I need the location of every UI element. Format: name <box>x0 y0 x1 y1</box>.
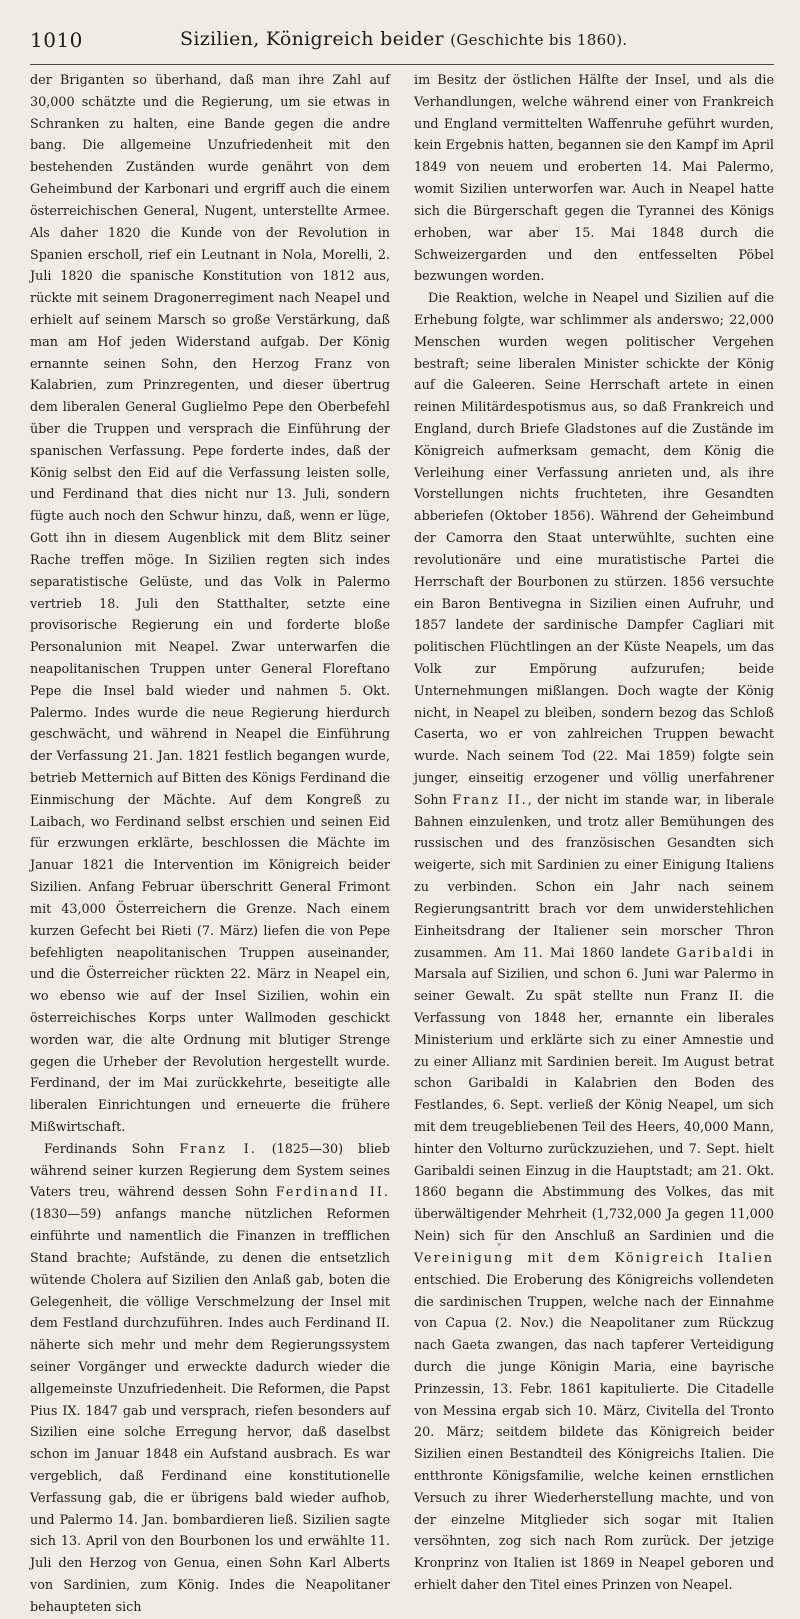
header-rule <box>30 64 774 65</box>
page-number: 1010 <box>30 28 83 52</box>
right-p2-after: in Marsala auf Sizilien, und schon 6. Juni war Palermo in seiner Gewalt. Zu spät stellte nun Franz II. die Verfassung von 1848 her, ernannte ein liberales Ministerium und erklärte sich zu einer Amnestie und zu einer Allianz mit Sardinien bereit. Im August betrat schon Garibaldi in Kalabrien den Boden des Festlandes, 6. Sept. verließ der König Neapel, um sich mit dem treugebliebenen Teil des Heers, 40,000 Mann, hinter den Volturno zurückzuziehen, und 7. Sept. hielt Garibaldi seinen Einzug in die Hauptstadt; am 21. Okt. 1860 begann die Abstimmung des Volkes, das mit überwältigender Mehrheit (1,732,000 Ja gegen 11,000 Nein) sich für den Anschluß an Sardinien und die <box>414 945 774 1245</box>
running-subtitle: (Geschichte bis 1860). <box>450 31 628 49</box>
right-paragraph-2 <box>414 288 774 1597</box>
running-title: Sizilien, Königreich beider <box>180 28 444 50</box>
left-column <box>30 70 390 1615</box>
name-ferdinand-ii: Ferdinand II. <box>275 1185 390 1201</box>
page-title <box>180 28 628 50</box>
left-p2-rest: (1830—59) anfangs manche nützlichen Reformen einführte und namentlich die Finanzen in trefflichen Stand brachte; Aufstände, zu denen die entsetzlich wütende Cholera auf Sizilien den Anlaß gab, boten die Gelegenheit, die völlige Verschmelzung der Insel mit dem Festland durchzuführen. Indes auch Ferdinand II. näherte sich mehr und mehr dem Regierungssystem seiner Vorgänger und erweckte dadurch wieder die allgemeinste Unzufriedenheit. Die Reformen, die Papst Pius IX. 1847 gab und versprach, riefen besonders auf Sizilien eine solche Erregung hervor, daß daselbst schon im Januar 1848 ein Aufstand ausbrach. Es war vergeblich, daß Ferdinand eine konstitutionelle Verfassung gab, die er übrigens bald wieder aufhob, und Palermo 14. Jan. bombardieren ließ. Sizilien sagte sich 13. April von den Bourbonen los und erwählte 11. Juli den Herzog von Genua, einen Sohn Karl Alberts von Sardinien, zum König. Indes die Neapolitaner behaupteten sich <box>30 1207 390 1615</box>
footer-mark: * <box>497 1242 501 1251</box>
page-header <box>30 28 774 58</box>
left-p2-intro: Ferdinands Sohn <box>44 1141 180 1157</box>
right-p2-end: entschied. Die Eroberung des Königreichs vollendeten die sardinischen Truppen, welche nach der Einnahme von Capua (2. Nov.) die Neapolitaner zum Rückzug nach Gaeta zwangen, das nach tapferer Verteidigung durch die junge Königin Maria, eine bayrische Prinzessin, 13. Febr. 1861 kapitulierte. Die Citadelle von Messina ergab sich 10. März, Civitella del Tronto 20. März; seitdem bildete das Königreich beider Sizilien einen Bestandteil des Königreichs Italien. Die entthronte Königsfamilie, welche keinen ernstlichen Versuch zu ihrer Wiederherstellung machte, und von der einzelne Mitglieder sich sogar mit Italien versöhnten, zog sich nach Rom zurück. Der jetzige Kronprinz von Italien ist 1869 in Neapel geboren und erhielt daher den Titel eines Prinzen von Neapel. <box>414 1272 774 1594</box>
left-p2-middle: (1825—30) blieb während seiner kurzen Regierung dem System seines Vaters treu, während dessen Sohn <box>30 1141 390 1201</box>
name-franz-ii: Franz II. <box>452 792 528 808</box>
right-p2-middle: , der nicht im stande war, in liberale Bahnen einzulenken, und trotz aller Bemühungen des russischen und des französischen Gesandten sich weigerte, sich mit Sardinien zu einer Einigung Italiens zu verbinden. Schon ein Jahr nach seinem Regierungsantritt brach vor dem unwiderstehlichen Einheitsdrang der Italiener sein morscher Thron zusammen. Am 11. Mai 1860 landete <box>414 792 774 961</box>
left-paragraph-2 <box>30 1139 390 1619</box>
spaced-unification-phrase: Vereinigung mit dem Königreich Italien <box>414 1250 774 1266</box>
left-paragraph-1: der Briganten so überhand, daß man ihre Zahl auf 30,000 schätzte und die Regierung, um sie etwas in Schranken zu halten, eine Bande gegen die andre bang. Die allgemeine Unzufriedenheit mit den bestehenden Zuständen wurde genährt von dem Geheimbund der Karbonari und ergriff auch die einem österreichischen General, Nugent, unterstellte Armee. Als daher 1820 die Kunde von der Revolution in Spanien erscholl, rief ein Leutnant in Nola, Morelli, 2. Juli 1820 die spanische Konstitution von 1812 aus, rückte mit seinem Dragonerregiment nach Neapel und erhielt auf seinem Marsch so große Verstärkung, daß man am Hof jeden Widerstand aufgab. Der König ernannte seinen Sohn, den Herzog Franz von Kalabrien, zum Prinzregenten, und dieser übertrug dem liberalen General Guglielmo Pepe den Oberbefehl über die Truppen und versprach die Einführung der spanischen Verfassung. Pepe forderte indes, daß der König selbst den Eid auf die Verfassung leisten solle, und Ferdinand that dies nicht nur 13. Juli, sondern fügte auch noch den Schwur hinzu, daß, wenn er lüge, Gott ihn in diesem Augenblick mit dem Blitz seiner Rache treffen möge. In Sizilien regten sich indes separatistische Gelüste, und das Volk in Palermo vertrieb 18. Juli den Statthalter, setzte eine provisorische Regierung ein und forderte bloße Personalunion mit Neapel. Zwar unterwarfen die neapolitanischen Truppen unter General Floreftano Pepe die Insel bald wieder und nahmen 5. Okt. Palermo. Indes wurde die neue Regierung hierdurch geschwächt, und während in Neapel die Einführung der Verfassung 21. Jan. 1821 festlich begangen wurde, betrieb Metternich auf Bitten des Königs Ferdinand die Einmischung der Mächte. Auf dem Kongreß zu Laibach, wo Ferdinand selbst erschien und seinen Eid für erzwungen erklärte, beschlossen die Mächte im Januar 1821 die Intervention im Königreich beider Sizilien. Anfang Februar überschritt General Frimont mit 43,000 Österreichern die Grenze. Nach einem kurzen Gefecht bei Rieti (7. März) liefen die von Pepe befehligten neapolitanischen Truppen auseinander, und die Österreicher rückten 22. März in Neapel ein, wo ebenso wie auf der Insel Sizilien, wohin ein österreichisches Korps unter Wallmoden geschickt worden war, die alte Ordnung mit blutiger Strenge gegen die Urheber der Revolution hergestellt wurde. Ferdinand, der im Mai zurückkehrte, beseitigte alle liberalen Einrichtungen und erneuerte die frühere Mißwirtschaft. <box>30 73 390 1135</box>
name-franz-i: Franz I. <box>179 1141 257 1157</box>
name-garibaldi: Garibaldi <box>676 945 755 961</box>
right-p2-intro: Die Reaktion, welche in Neapel und Sizilien auf die Erhebung folgte, war schlimmer als anderswo; 22,000 Menschen wurden wegen politischer Vergehen bestraft; seine liberalen Minister schickte der König auf die Galeeren. Seine Herrschaft artete in einen reinen Militärdespotismus aus, so daß Frankreich und England, durch Briefe Gladstones auf die Zustände im Königreich aufmerksam gemacht, dem König die Verleihung einer Verfassung anrieten und, als ihre Vorstellungen nichts fruchteten, ihre Gesandten abberiefen (Oktober 1856). Während der Geheimbund der Camorra den Staat unterwühlte, suchten eine revolutionäre und eine muratistische Partei die Herrschaft der Bourbonen zu stürzen. 1856 versuchte ein Baron Bentivegna in Sizilien einen Aufruhr, und 1857 landete der sardinische Dampfer Cagliari mit politischen Flüchtlingen an der Küste Neapels, um das Volk zur Empörung aufzurufen; beide Unternehmungen mißlangen. Doch wagte der König nicht, in Neapel zu bleiben, sondern bezog das Schloß Caserta, wo er von zahlreichen Truppen bewacht wurde. Nach seinem Tod (22. Mai 1859) folgte sein junger, einseitig erzogener und völlig unerfahrener Sohn <box>414 291 774 808</box>
right-paragraph-1: im Besitz der östlichen Hälfte der Insel, und als die Verhandlungen, welche während einer von Frankreich und England vermittelten Waffenruhe geführt wurden, kein Ergebnis hatten, begannen sie den Kampf im April 1849 von neuem und eroberten 14. Mai Palermo, womit Sizilien unterworfen war. Auch in Neapel hatte sich die Bürgerschaft gegen die Tyrannei des Königs erhoben, war aber 15. Mai 1848 durch die Schweizergarden und den entfesselten Pöbel bezwungen worden. <box>414 73 774 285</box>
right-column <box>414 70 774 1594</box>
